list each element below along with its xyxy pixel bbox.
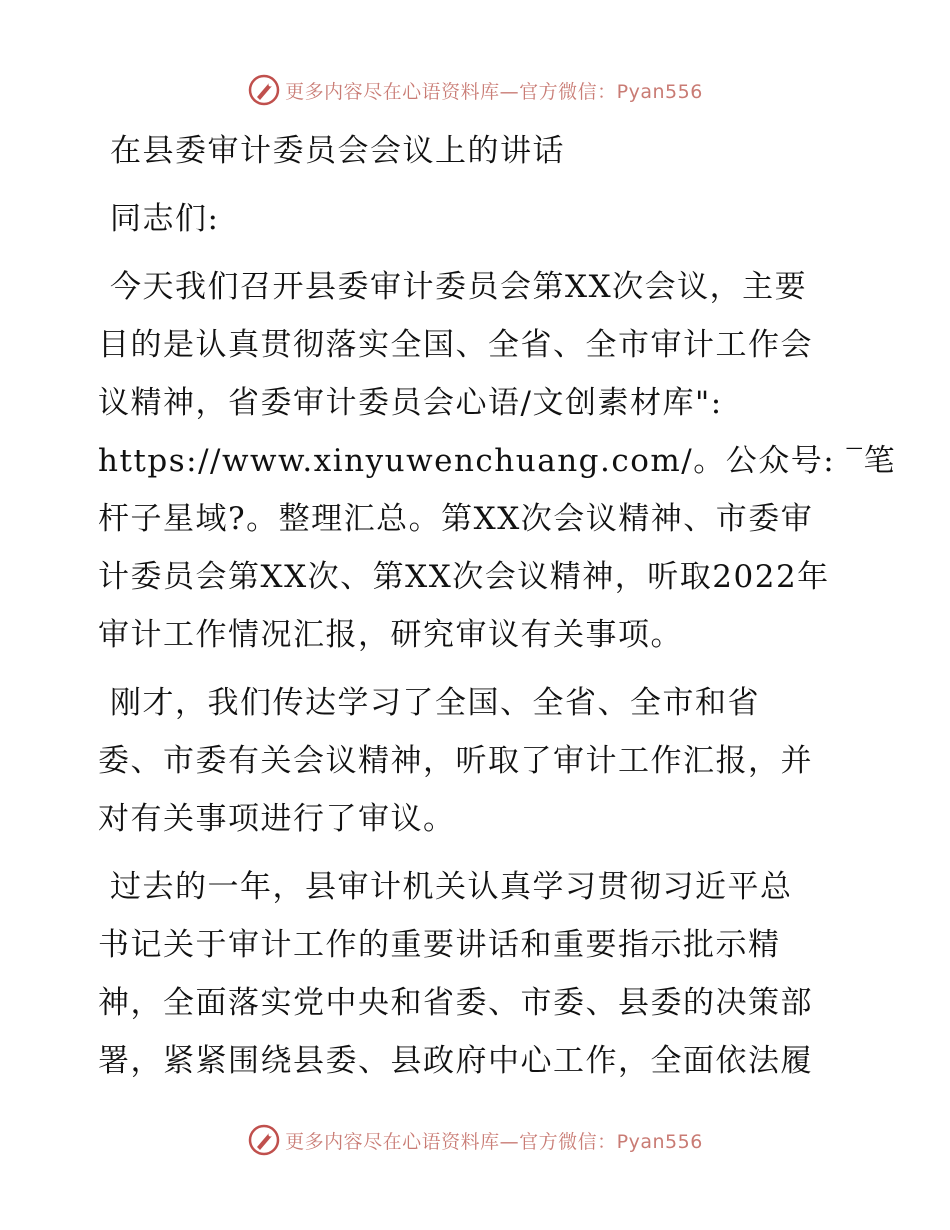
salutation: 同志们: [110, 201, 220, 237]
paragraph-line: 书记关于审计工作的重要讲话和重要指示批示精 [98, 927, 781, 963]
document-body [98, 122, 897, 1090]
paragraph-line: 刚才，我们传达学习了全国、全省、全市和省 [110, 685, 760, 721]
paragraph-1 [98, 258, 897, 664]
paragraph-line: https://www.xinyuwenchuang.com/。公众号: ‾笔 [98, 443, 897, 479]
watermark-text: 更多内容尽在心语资料库—官方微信：Pyan556 [285, 1130, 703, 1153]
footer-watermark-banner [0, 1120, 950, 1160]
paragraph-line: 署，紧紧围绕县委、县政府中心工作，全面依法履 [98, 1043, 813, 1079]
paragraph-2 [98, 674, 858, 848]
pen-nib-logo-icon [247, 73, 281, 107]
paragraph-line: 计委员会第XX次、第XX次会议精神，听取2022年 [98, 559, 830, 595]
paragraph-line: 过去的一年，县审计机关认真学习贯彻习近平总 [110, 869, 793, 905]
paragraph-line: 审计工作情况汇报，研究审议有关事项。 [98, 617, 683, 653]
paragraph-line: 委、市委有关会议精神，听取了审计工作汇报，并 [98, 743, 813, 779]
paragraph-3 [98, 858, 858, 1090]
paragraph-line: 议精神，省委审计委员会心语/文创素材库": [98, 385, 723, 421]
paragraph-line: 今天我们召开县委审计委员会第XX次会议，主要 [110, 269, 808, 305]
paragraph-line: 神，全面落实党中央和省委、市委、县委的决策部 [98, 985, 813, 1021]
paragraph-line: 对有关事项进行了审议。 [98, 801, 456, 837]
paragraph-line: 杆子星域?。整理汇总。第XX次会议精神、市委审 [98, 501, 814, 537]
paragraph-line: 目的是认真贯彻落实全国、全省、全市审计工作会 [98, 327, 813, 363]
header-watermark-banner [0, 70, 950, 110]
watermark-text: 更多内容尽在心语资料库—官方微信：Pyan556 [285, 80, 703, 103]
pen-nib-logo-icon [247, 1123, 281, 1157]
document-title: 在县委审计委员会会议上的讲话 [110, 133, 565, 169]
